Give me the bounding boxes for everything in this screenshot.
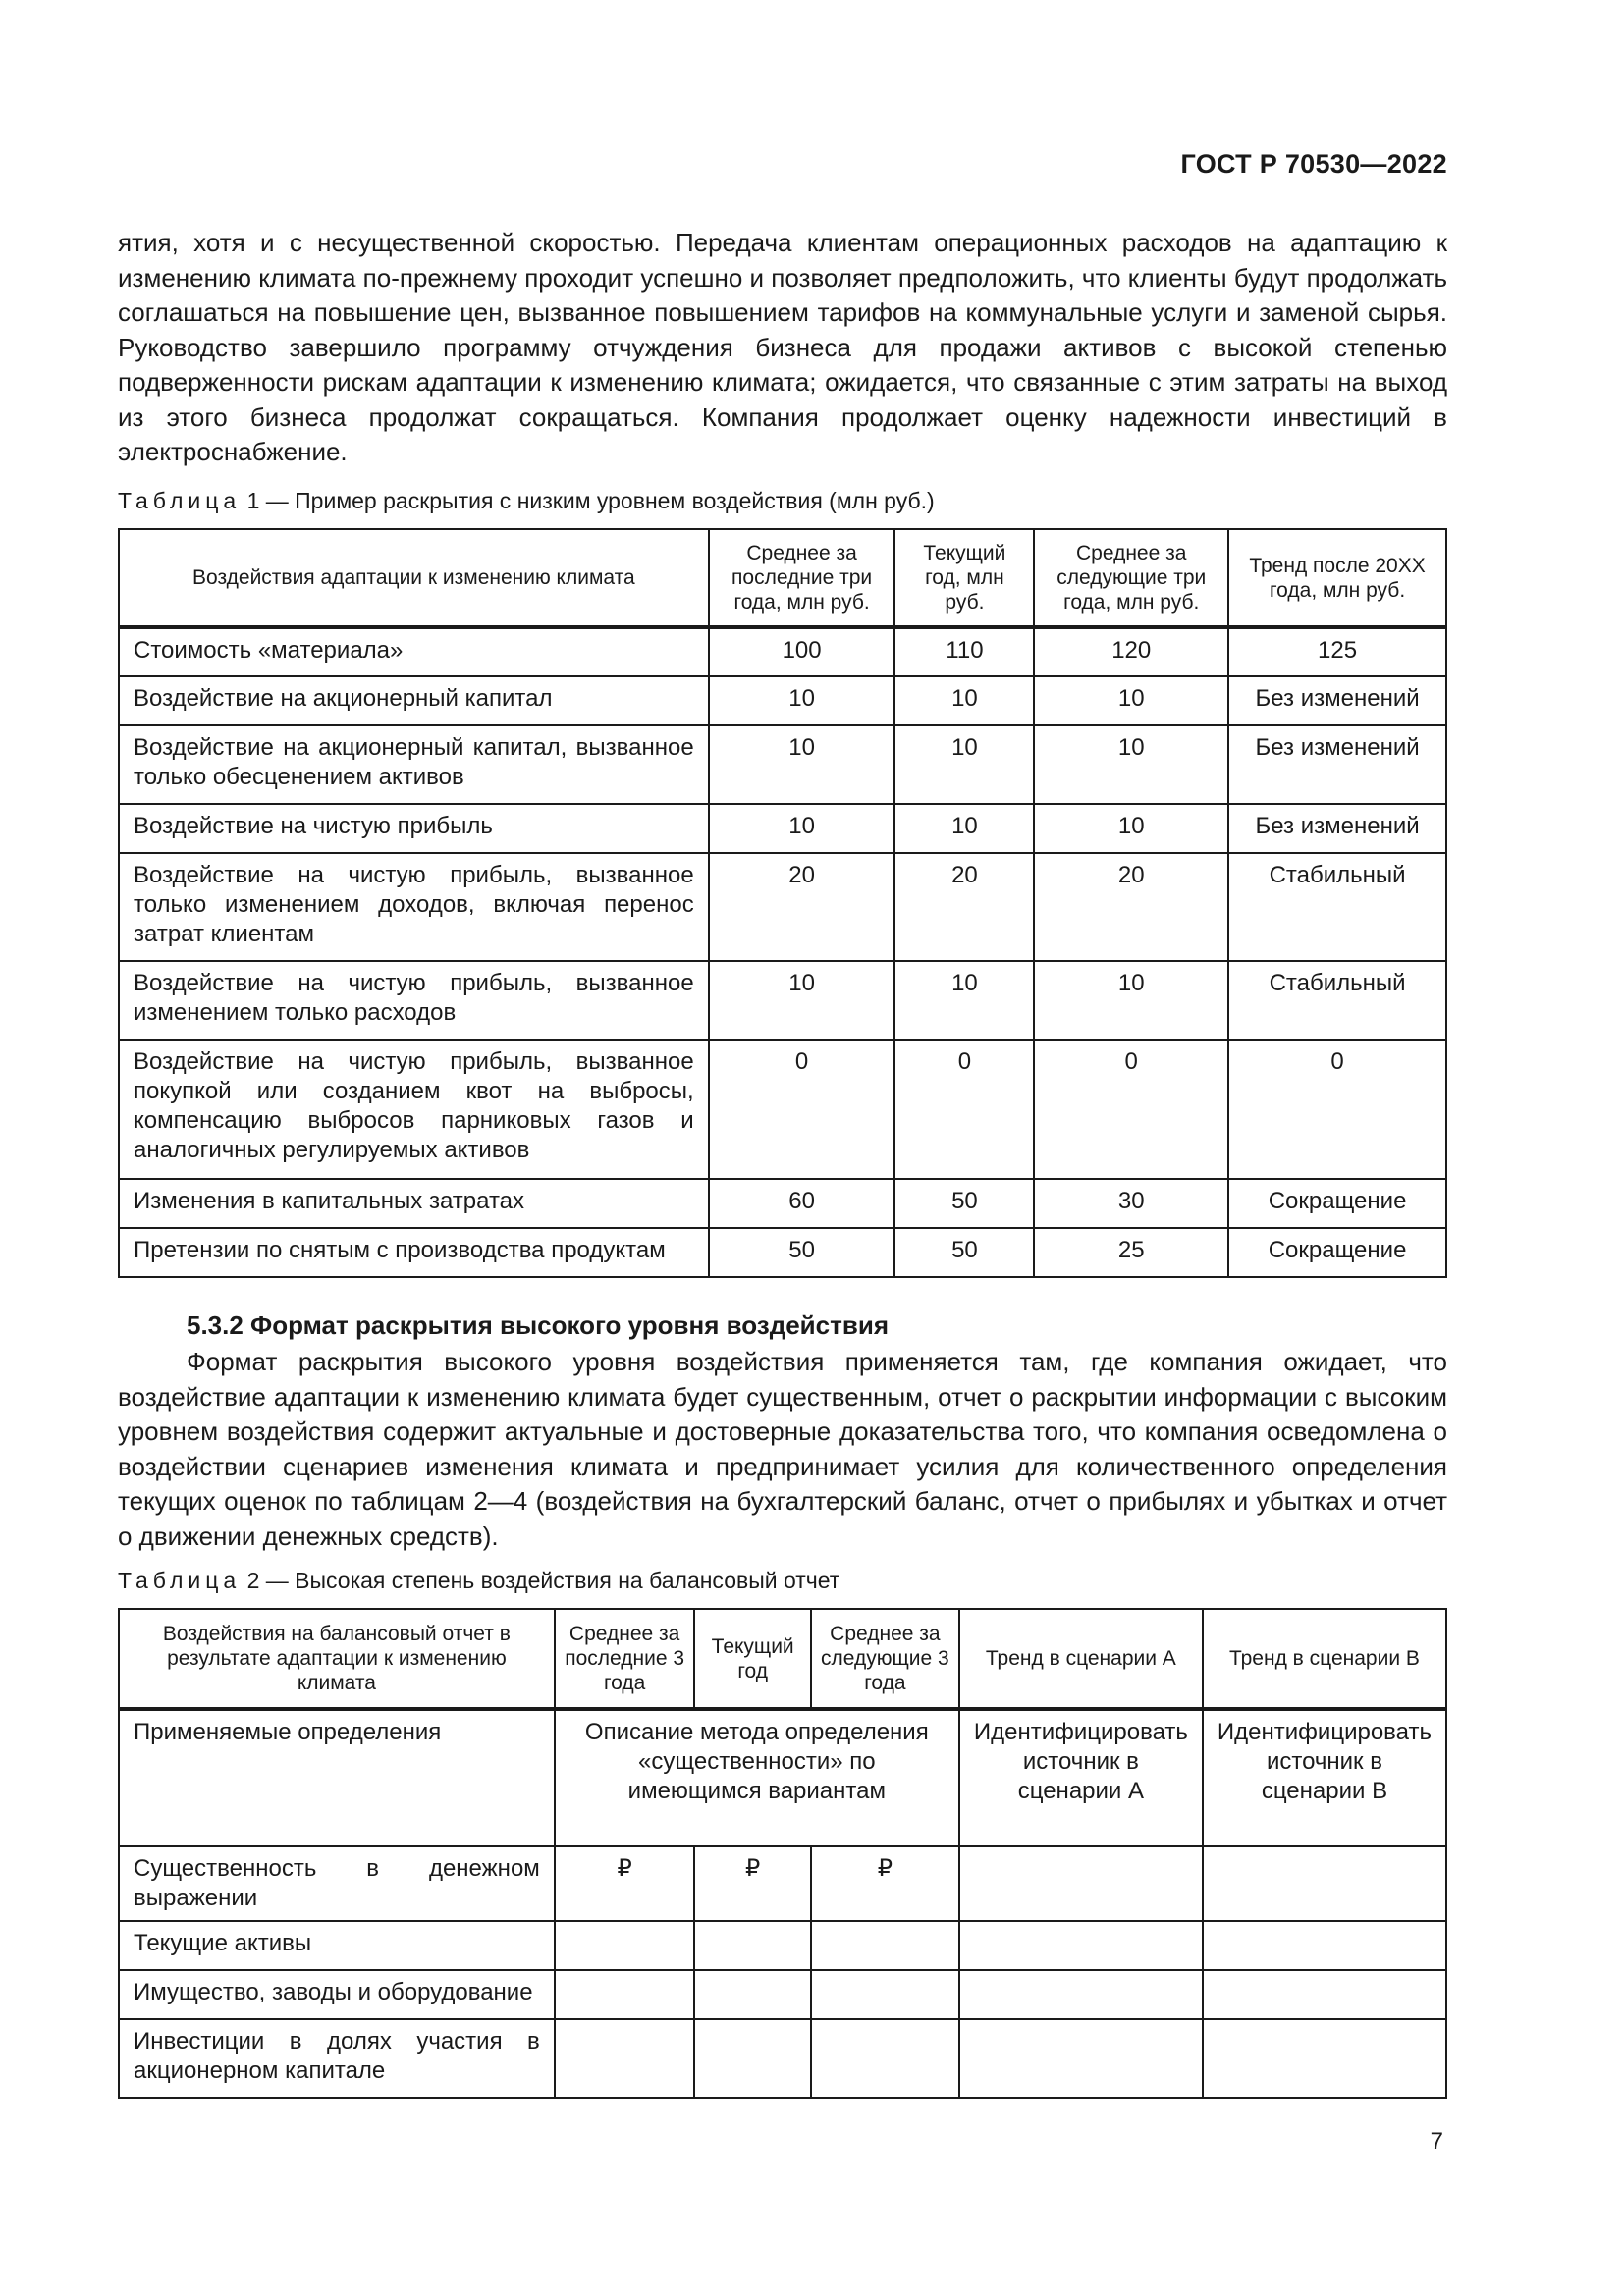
table2-row-label: Текущие активы [119, 1921, 555, 1970]
table2-empty-cell [811, 1921, 959, 1970]
table2-empty-cell [1203, 1846, 1446, 1921]
table2-caption-text: 2 — Высокая степень воздействия на балансовый отчет [246, 1568, 840, 1593]
table1-header-cell: Среднее за следующие три года, млн руб. [1034, 529, 1228, 627]
table-row [119, 1040, 1446, 1179]
table2-empty-cell [555, 1970, 695, 2019]
table1-cell: 0 [894, 1040, 1034, 1179]
table1-cell: Без изменений [1228, 725, 1446, 804]
table2-header-cell: Воздействия на балансовый отчет в результате адаптации к изменению климата [119, 1609, 555, 1709]
ruble-symbol: ₽ [811, 1846, 959, 1921]
table1-row-label: Воздействие на акционерный капитал [119, 676, 709, 725]
table1-cell: 10 [894, 725, 1034, 804]
table1-row-label: Стоимость «материала» [119, 627, 709, 676]
section-title: 5.3.2 Формат раскрытия высокого уровня воздействия [187, 1310, 889, 1340]
table-row [119, 676, 1446, 725]
table-row [119, 1228, 1446, 1277]
ruble-symbol: ₽ [694, 1846, 810, 1921]
table2-row-label: Существенность в денежном выражении [119, 1846, 555, 1921]
table1-caption [118, 488, 935, 514]
table1-row-label: Изменения в капитальных затратах [119, 1179, 709, 1228]
table2-header-cell: Среднее за следующие 3 года [811, 1609, 959, 1709]
table-row [119, 1970, 1446, 2019]
table1-caption-word: Таблица [118, 488, 242, 513]
table1-cell: 10 [709, 676, 895, 725]
table1-row-label: Воздействие на чистую прибыль, вызванное изменением только расходов [119, 961, 709, 1040]
table1-header-cell: Среднее за последние три года, млн руб. [709, 529, 895, 627]
table1-cell: 100 [709, 627, 895, 676]
table2-empty-cell [555, 2019, 695, 2098]
table2-empty-cell [1203, 2019, 1446, 2098]
section-paragraph: Формат раскрытия высокого уровня воздействия применяется там, где компания ожидает, что воздействие адаптации к изменению климата будет существенным, отчет о раскрытии информации с высоким уровнем воздействия содержит актуальные и достоверные доказательства того, что компания осведомлена о воздействии сценариев изменения климата и предпринимает усилия для количественного определения текущих оценок по таблицам 2—4 (воздействия на бухгалтерский баланс, отчет о прибылях и убытках и отчет о движении денежных средств). [118, 1347, 1447, 1551]
table2-header-cell: Текущий год [694, 1609, 810, 1709]
table2-row-label: Применяемые определения [119, 1709, 555, 1846]
table1-cell: 10 [894, 676, 1034, 725]
table1-cell: 50 [709, 1228, 895, 1277]
table1-cell: 10 [894, 804, 1034, 853]
ruble-symbol: ₽ [555, 1846, 695, 1921]
table-row [119, 1921, 1446, 1970]
page-number: 7 [1430, 2128, 1443, 2155]
table1-cell: 10 [1034, 725, 1228, 804]
table1-cell: Сокращение [1228, 1179, 1446, 1228]
table-row [119, 961, 1446, 1040]
table1-caption-text: 1 — Пример раскрытия с низким уровнем воздействия (млн руб.) [246, 488, 935, 513]
scenario-b-source-cell: Идентифицировать источник в сценарии В [1203, 1709, 1446, 1846]
table-row [119, 853, 1446, 961]
table1-cell: 120 [1034, 627, 1228, 676]
table2-empty-cell [555, 1921, 695, 1970]
table2-empty-cell [1203, 1921, 1446, 1970]
table-row [119, 1709, 1446, 1846]
table-row [119, 804, 1446, 853]
table1-cell: 10 [709, 725, 895, 804]
table1-cell: 50 [894, 1228, 1034, 1277]
table1-cell: 10 [894, 961, 1034, 1040]
table1-cell: Сокращение [1228, 1228, 1446, 1277]
table2-empty-cell [811, 1970, 959, 2019]
table2-header-cell: Тренд в сценарии А [959, 1609, 1203, 1709]
document-code: ГОСТ Р 70530—2022 [1180, 149, 1447, 179]
table2-header-cell: Среднее за последние 3 года [555, 1609, 695, 1709]
table1-cell: 110 [894, 627, 1034, 676]
table1-row-label: Воздействие на чистую прибыль [119, 804, 709, 853]
table2-empty-cell [959, 2019, 1203, 2098]
table1-cell: Стабильный [1228, 961, 1446, 1040]
table1-header-row [119, 529, 1446, 627]
scenario-a-source-cell: Идентифицировать источник в сценарии А [959, 1709, 1203, 1846]
table-row [119, 725, 1446, 804]
table1-cell: Без изменений [1228, 676, 1446, 725]
table1-row-label: Претензии по снятым с производства продуктам [119, 1228, 709, 1277]
table2 [118, 1608, 1447, 2099]
table2-empty-cell [694, 1921, 810, 1970]
table2-row-label: Инвестиции в долях участия в акционерном капитале [119, 2019, 555, 2098]
table1-cell: 60 [709, 1179, 895, 1228]
table2-empty-cell [959, 1921, 1203, 1970]
table1-cell: 125 [1228, 627, 1446, 676]
table-row [119, 2019, 1446, 2098]
table1-cell: 0 [1228, 1040, 1446, 1179]
table2-empty-cell [959, 1970, 1203, 2019]
table-row [119, 1179, 1446, 1228]
intro-paragraph: ятия, хотя и с несущественной скоростью. Передача клиентам операционных расходов на адаптацию к изменению климата по-прежнему проходит успешно и позволяет предположить, что клиенты будут продолжать соглашаться на повышение цен, вызванное повышением тарифов на коммунальные услуги и заменой сырья. Руководство завершило программу отчуждения бизнеса для продажи активов с высокой степенью подверженности рискам адаптации к изменению климата; ожидается, что связанные с этим затраты на выход из этого бизнеса продолжат сокращаться. Компания продолжает оценку надежности инвестиций в электроснабжение. [118, 228, 1447, 466]
table1-cell: 20 [894, 853, 1034, 961]
table1-cell: 20 [709, 853, 895, 961]
table-row [119, 1846, 1446, 1921]
table2-caption [118, 1568, 839, 1594]
table1-cell: 10 [709, 961, 895, 1040]
table1-row-label: Воздействие на чистую прибыль, вызванное только изменением доходов, включая перенос затрат клиентам [119, 853, 709, 961]
table1-row-label: Воздействие на чистую прибыль, вызванное покупкой или созданием квот на выбросы, компенсацию выбросов парниковых газов и аналогичных регулируемых активов [119, 1040, 709, 1179]
table1-cell: Без изменений [1228, 804, 1446, 853]
table1 [118, 528, 1447, 1278]
table1-cell: Стабильный [1228, 853, 1446, 961]
table1-cell: 0 [709, 1040, 895, 1179]
table2-header-cell: Тренд в сценарии В [1203, 1609, 1446, 1709]
table1-cell: 30 [1034, 1179, 1228, 1228]
table2-row-label: Имущество, заводы и оборудование [119, 1970, 555, 2019]
table1-cell: 50 [894, 1179, 1034, 1228]
table1-row-label: Воздействие на акционерный капитал, вызванное только обесценением активов [119, 725, 709, 804]
table2-header-row [119, 1609, 1446, 1709]
table1-cell: 25 [1034, 1228, 1228, 1277]
table1-cell: 20 [1034, 853, 1228, 961]
table1-cell: 0 [1034, 1040, 1228, 1179]
materiality-method-cell: Описание метода определения «существенности» по имеющимся вариантам [555, 1709, 959, 1846]
table1-cell: 10 [1034, 804, 1228, 853]
table2-empty-cell [959, 1846, 1203, 1921]
table2-empty-cell [1203, 1970, 1446, 2019]
table1-cell: 10 [1034, 676, 1228, 725]
table2-empty-cell [694, 2019, 810, 2098]
table1-cell: 10 [709, 804, 895, 853]
table1-cell: 10 [1034, 961, 1228, 1040]
table1-header-cell: Тренд после 20ХХ года, млн руб. [1228, 529, 1446, 627]
table2-empty-cell [811, 2019, 959, 2098]
table1-header-cell: Воздействия адаптации к изменению климата [119, 529, 709, 627]
table-row [119, 627, 1446, 676]
table1-header-cell: Текущий год, млн руб. [894, 529, 1034, 627]
table2-empty-cell [694, 1970, 810, 2019]
table2-caption-word: Таблица [118, 1568, 242, 1593]
